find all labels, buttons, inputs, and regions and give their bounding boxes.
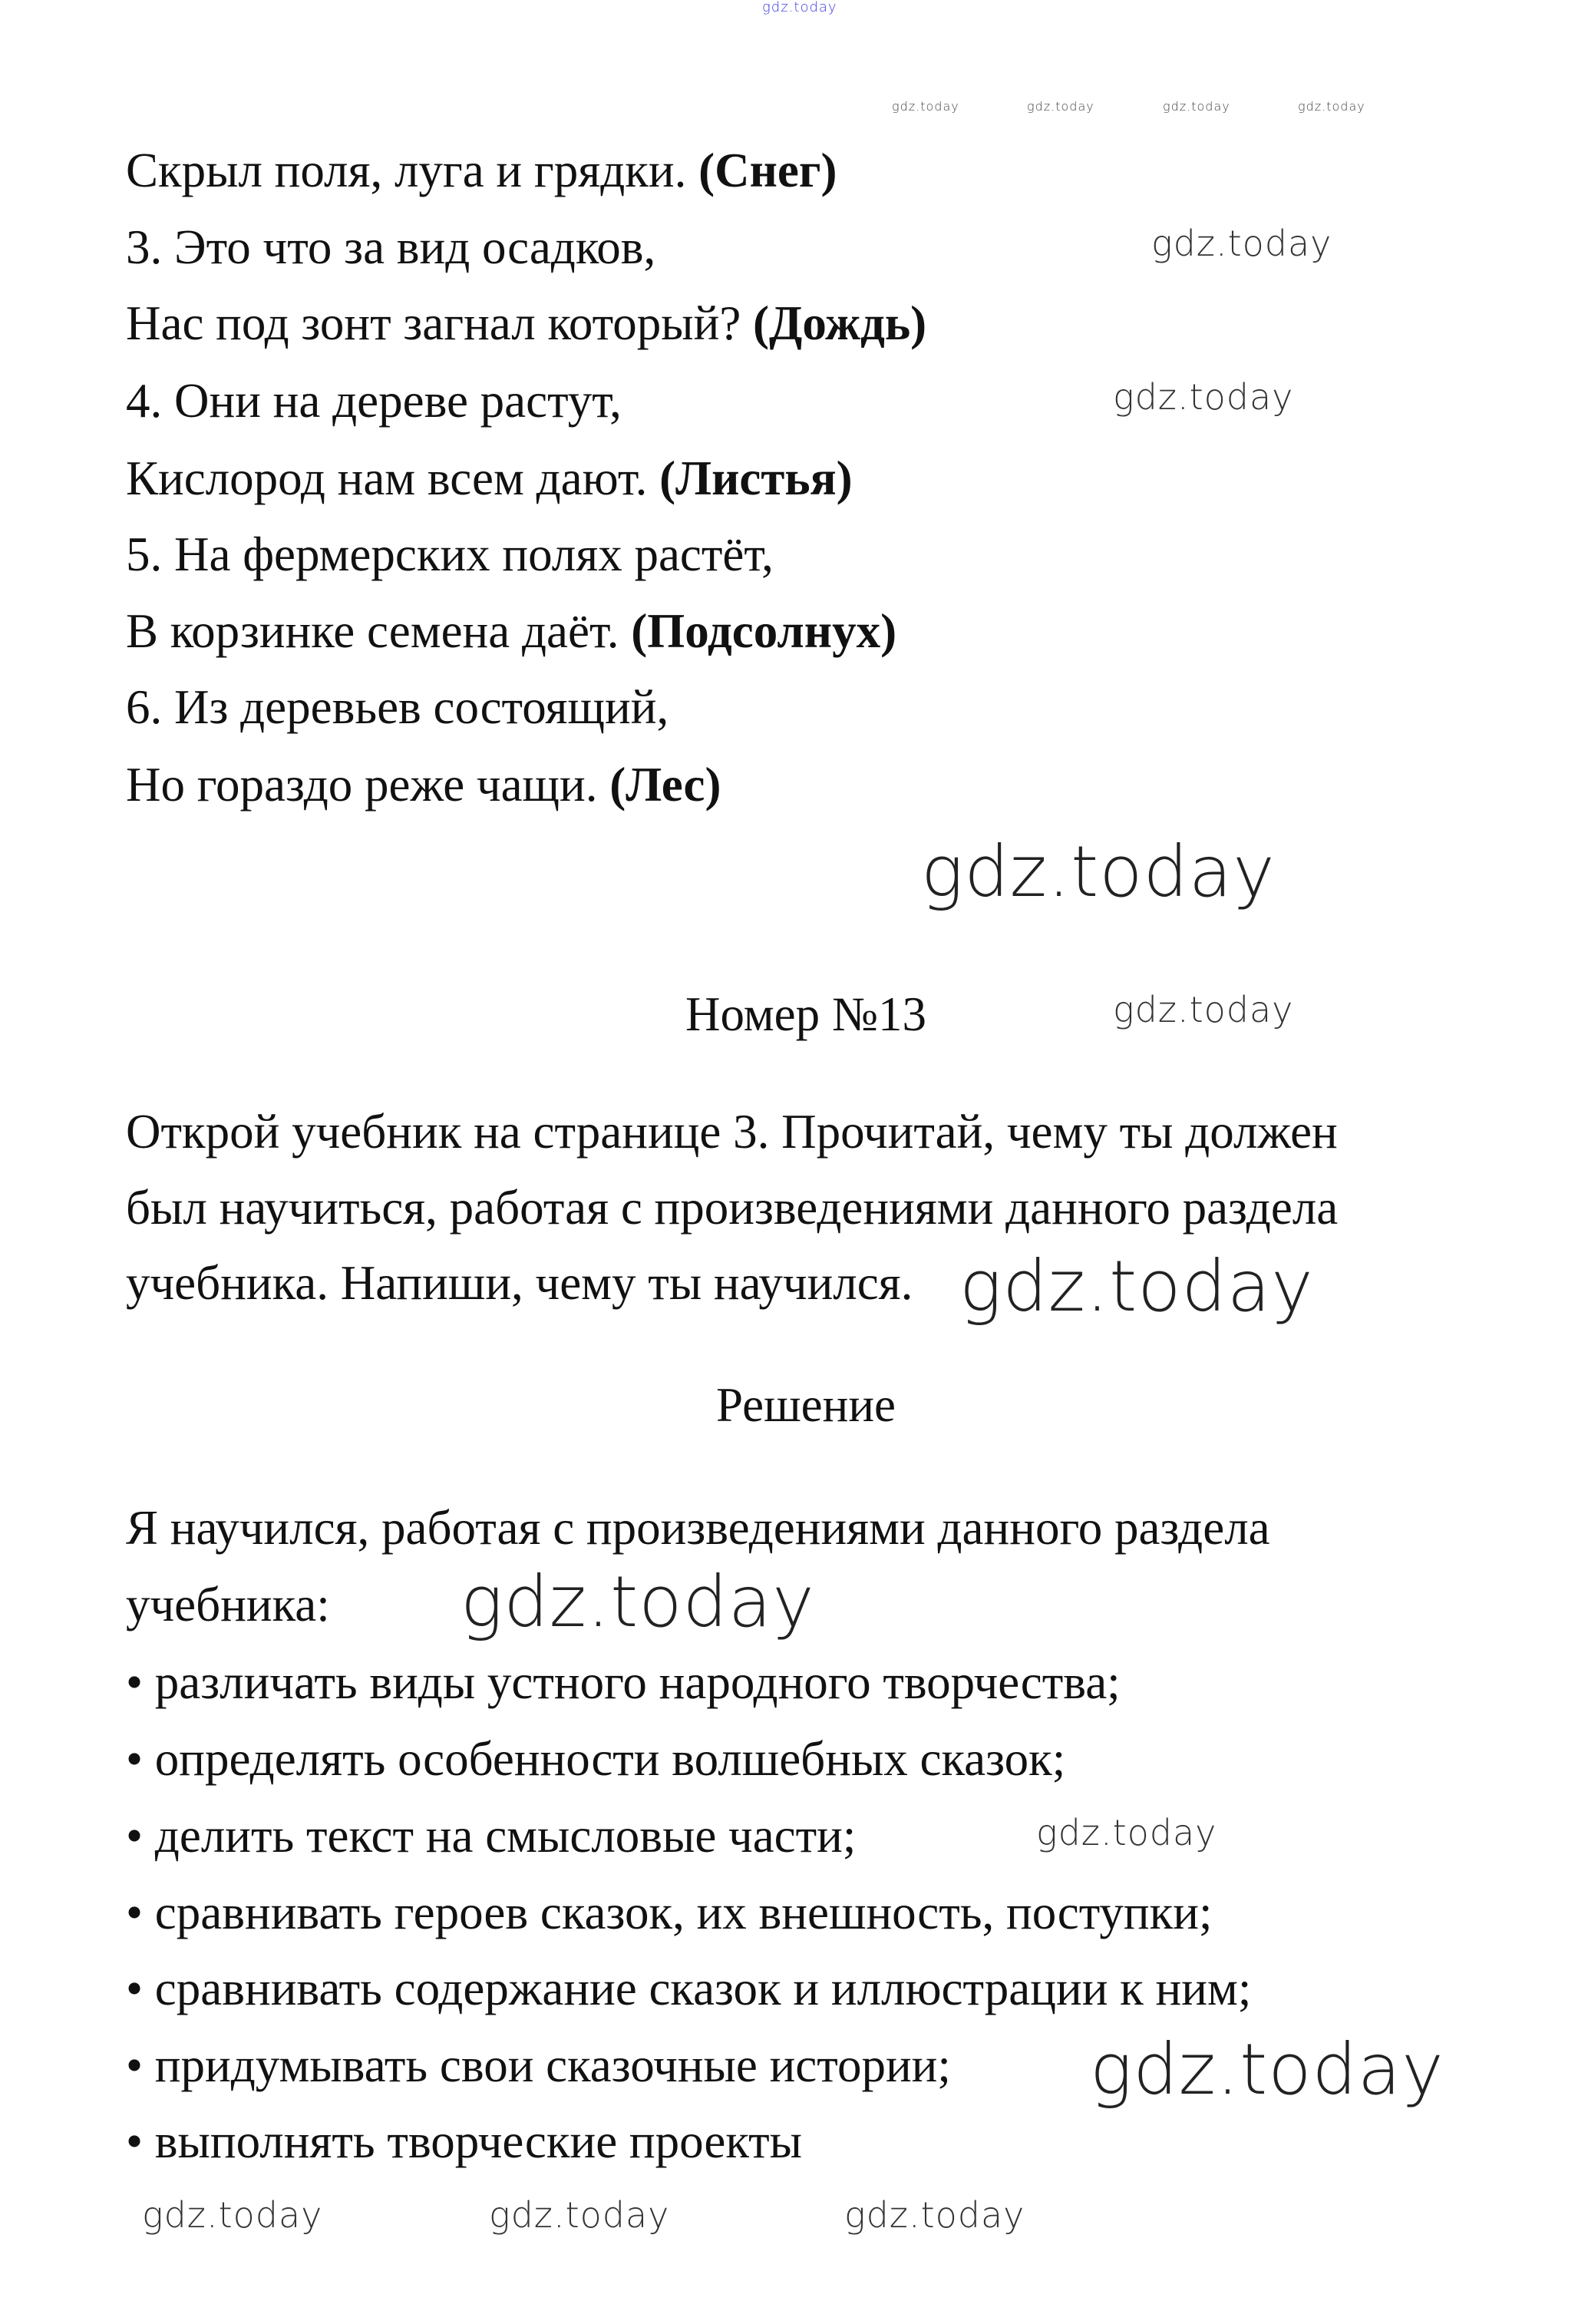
- watermark: gdz.today: [921, 831, 1276, 913]
- solution-bullet: • сравнивать содержание сказок и иллюстрации к ним;: [126, 1962, 1252, 2015]
- solution-bullet: • различать виды устного народного творчества;: [126, 1655, 1121, 1709]
- task-line: был научиться, работая с произведениями данного раздела: [126, 1181, 1339, 1235]
- task-title: [0, 983, 1588, 1045]
- riddle-line: В корзинке семена даёт. (Подсолнух): [126, 604, 897, 658]
- solution-bullet: • выполнять творческие проекты: [126, 2114, 802, 2168]
- watermark: gdz.today: [892, 99, 959, 114]
- riddle-line: Скрыл поля, луга и грядки. (Снег): [126, 144, 837, 197]
- solution-title: [0, 1374, 1588, 1436]
- task-line: учебника. Напиши, чему ты научился.: [126, 1256, 913, 1310]
- riddle-line: 5. На фермерских полях растёт,: [126, 527, 774, 581]
- watermark: gdz.today: [461, 1561, 815, 1643]
- watermark: gdz.today: [959, 1245, 1314, 1327]
- solution-bullet: • делить текст на смысловые части;: [126, 1809, 857, 1863]
- watermark: gdz.today: [762, 0, 837, 15]
- solution-line: учебника:: [126, 1578, 330, 1631]
- watermark: gdz.today: [489, 2194, 670, 2236]
- watermark: gdz.today: [142, 2194, 323, 2236]
- watermark: gdz.today: [1113, 376, 1294, 418]
- riddle-line: 3. Это что за вид осадков,: [126, 220, 656, 274]
- riddle-line: Кислород нам всем дают. (Листья): [126, 451, 853, 505]
- solution-bullet: • определять особенности волшебных сказок;: [126, 1732, 1066, 1786]
- riddle-line: 4. Они на дереве растут,: [126, 374, 622, 428]
- solution-bullet: • сравнивать героев сказок, их внешность, поступки;: [126, 1886, 1213, 1939]
- solution-bullet: • придумывать свои сказочные истории;: [126, 2038, 951, 2092]
- watermark: gdz.today: [1151, 223, 1332, 264]
- solution-title-text: Решение: [715, 1378, 896, 1432]
- watermark: gdz.today: [1027, 99, 1094, 114]
- watermark: gdz.today: [1036, 1812, 1217, 1853]
- task-title-text: Номер №13: [685, 987, 926, 1041]
- solution-line: Я научился, работая с произведениями данного раздела: [126, 1501, 1270, 1555]
- riddle-line: Но гораздо реже чащи. (Лес): [126, 758, 721, 812]
- watermark: gdz.today: [1298, 99, 1365, 114]
- riddle-line: 6. Из деревьев состоящий,: [126, 680, 669, 734]
- task-line: Открой учебник на странице 3. Прочитай, чему ты должен: [126, 1105, 1338, 1159]
- riddle-line: Нас под зонт загнал который? (Дождь): [126, 296, 927, 350]
- watermark: gdz.today: [1090, 2028, 1444, 2111]
- watermark: gdz.today: [1113, 989, 1294, 1030]
- watermark: gdz.today: [1163, 99, 1230, 114]
- watermark: gdz.today: [844, 2194, 1025, 2236]
